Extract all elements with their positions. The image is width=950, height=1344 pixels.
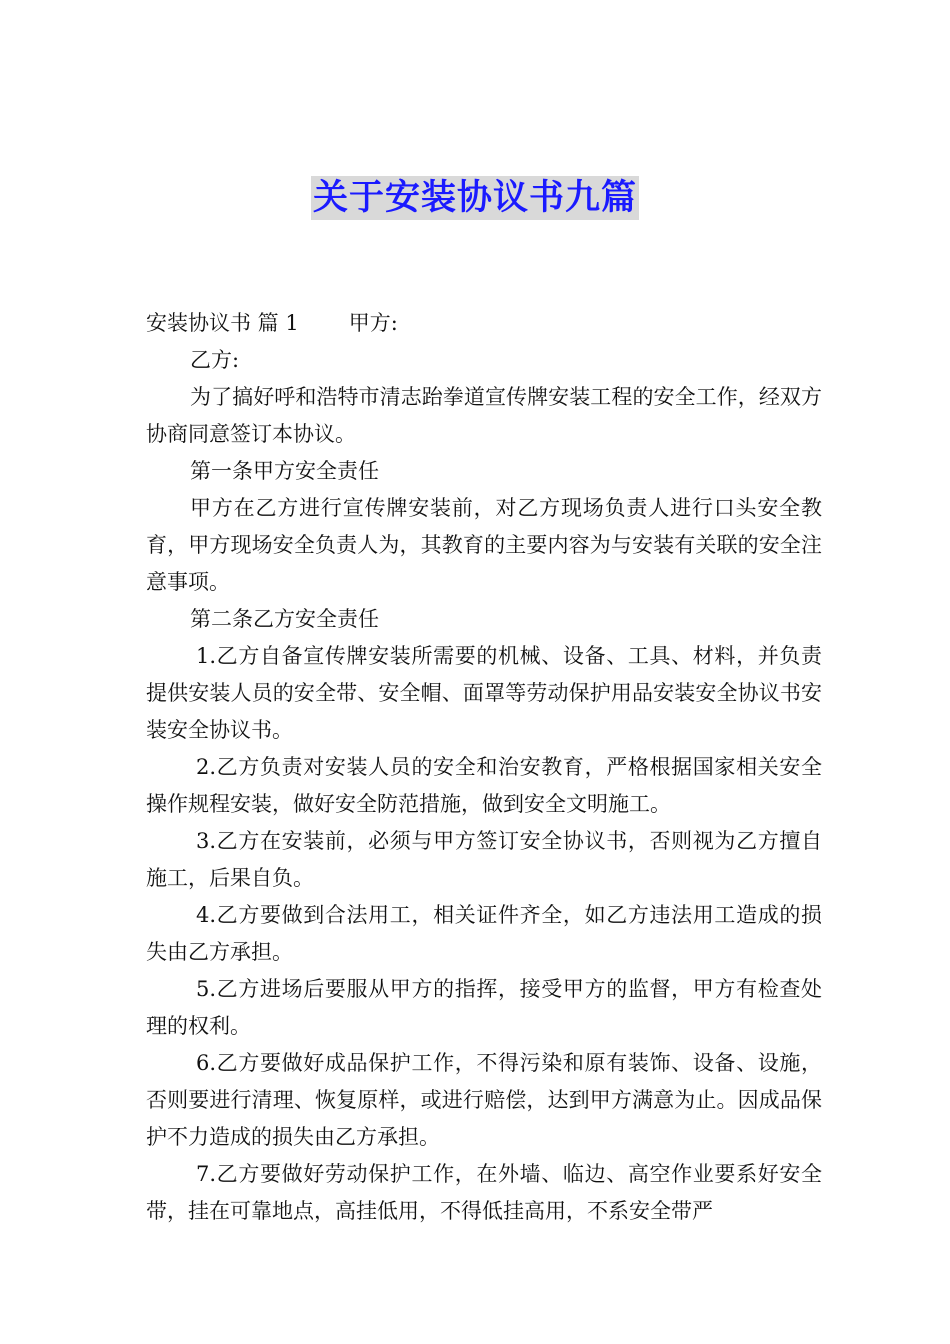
paragraph-intro: 为了搞好呼和浩特市清志跆拳道宣传牌安装工程的安全工作，经双方协商同意签订本协议。 (146, 385, 822, 446)
section-heading: 安装协议书 篇 1 (146, 311, 299, 335)
clause-4: 4.乙方要做到合法用工，相关证件齐全，如乙方违法用工造成的损失由乙方承担。 (146, 903, 822, 964)
title-container (0, 176, 950, 220)
party-a-label: 甲方: (348, 311, 398, 335)
article-1-heading: 第一条甲方安全责任 (190, 459, 379, 483)
clause-6: 6.乙方要做好成品保护工作，不得污染和原有装饰、设备、设施，否则要进行清理、恢复原样，或进行赔偿，达到甲方满意为止。因成品保护不力造成的损失由乙方承担。 (146, 1051, 822, 1149)
document-body (146, 305, 822, 1230)
clause-1: 1.乙方自备宣传牌安装所需要的机械、设备、工具、材料，并负责提供安装人员的安全带、安全帽、面罩等劳动保护用品安装安全协议书安装安全协议书。 (146, 644, 822, 742)
party-b-line: 乙方: (190, 348, 240, 372)
document-title: 关于安装协议书九篇 (312, 178, 637, 218)
clause-3: 3.乙方在安装前，必须与甲方签订安全协议书，否则视为乙方擅自施工，后果自负。 (146, 829, 822, 890)
clause-7: 7.乙方要做好劳动保护工作，在外墙、临边、高空作业要系好安全带，挂在可靠地点，高挂低用，不得低挂高用，不系安全带严 (146, 1162, 822, 1223)
article-2-heading: 第二条乙方安全责任 (190, 607, 379, 631)
article-1-body: 甲方在乙方进行宣传牌安装前，对乙方现场负责人进行口头安全教育，甲方现场安全负责人为，其教育的主要内容为与安装有关联的安全注意事项。 (146, 496, 822, 594)
clause-5: 5.乙方进场后要服从甲方的指挥，接受甲方的监督，甲方有检查处理的权利。 (146, 977, 822, 1038)
heading-line (146, 305, 822, 342)
clause-2: 2.乙方负责对安装人员的安全和治安教育，严格根据国家相关安全操作规程安装，做好安全防范措施，做到安全文明施工。 (146, 755, 822, 816)
